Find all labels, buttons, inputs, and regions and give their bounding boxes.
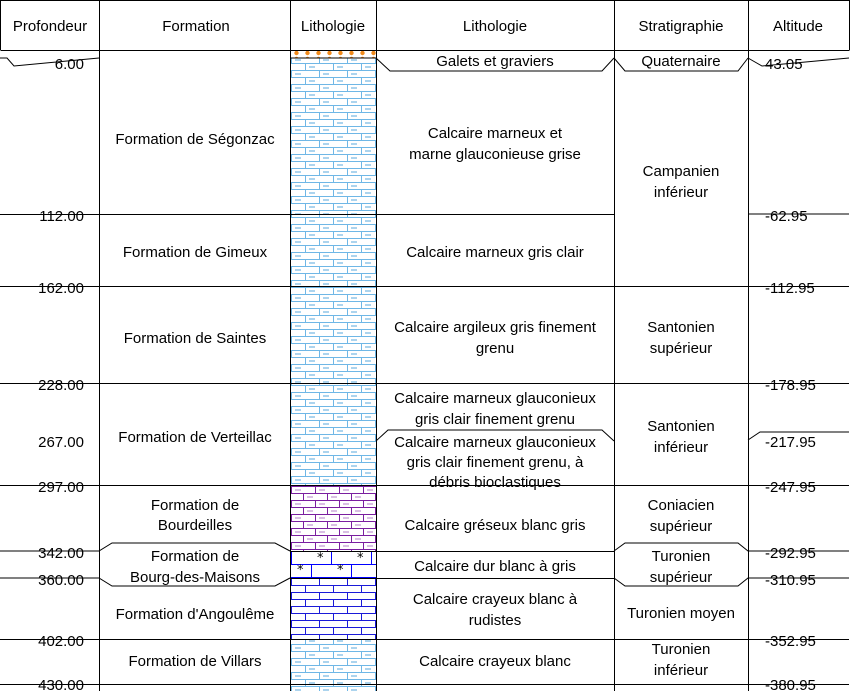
header-altitude: Altitude: [772, 18, 824, 35]
formation-label: Formation de Villars: [128, 653, 262, 670]
boundary-6-left: [0, 58, 99, 66]
formation-label: Formation d'Angoulême: [115, 606, 275, 623]
formation-label: [130, 548, 260, 586]
altitude-label: -247.95: [765, 479, 816, 496]
formation-label-line: Formation de: [150, 497, 240, 514]
depth-label: 228.00: [38, 377, 84, 394]
stratigraphy-label: [643, 163, 720, 201]
lithology-label-line: Calcaire marneux glauconieux: [394, 390, 596, 407]
altitude-label: -380.95: [765, 677, 816, 691]
stratigraphy-label-line: Santonien: [647, 319, 715, 336]
header-lithologie-column: Lithologie: [300, 18, 366, 35]
lithology-label: Calcaire crayeux blanc: [419, 653, 571, 670]
chalky-limestone-pattern-cell: [291, 578, 376, 640]
stratigraphy-label: [648, 497, 715, 535]
header-profondeur: Profondeur: [12, 18, 88, 35]
lithology-label: [394, 319, 597, 357]
formation-label: Formation de Saintes: [123, 330, 267, 347]
header-lithologie-description: Lithologie: [462, 18, 528, 35]
stratigraphy-label-line: supérieur: [649, 569, 713, 586]
lithology-label-line: Calcaire marneux glauconieux: [394, 434, 596, 451]
altitude-label: 43.05: [765, 56, 803, 73]
depth-label: 360.00: [38, 572, 84, 589]
altitude-label: -292.95: [765, 545, 816, 562]
depth-label: 342.00: [38, 545, 84, 562]
stratigraphy-labels: [627, 53, 735, 679]
header-row: [13, 18, 823, 35]
altitude-label: -62.95: [765, 208, 808, 225]
lithology-label: [394, 434, 596, 491]
formation-label: Formation de Verteillac: [118, 429, 272, 446]
lithology-column: [291, 51, 376, 691]
lithology-label: Calcaire marneux gris clair: [406, 244, 584, 261]
stratigraphy-label-line: Turonien: [651, 641, 711, 658]
altitude-label: -178.95: [765, 377, 816, 394]
altitude-label: -352.95: [765, 633, 816, 650]
formation-label-line: Formation de: [150, 548, 240, 565]
lithology-label: Calcaire dur blanc à gris: [414, 558, 576, 575]
stratigraphy-label: [650, 548, 713, 586]
stratigraphy-label-line: inférieur: [653, 662, 709, 679]
sandy-limestone-pattern-cell: [291, 486, 376, 551]
lithology-label: Galets et graviers: [436, 53, 554, 70]
altitude-label: -112.95: [765, 280, 815, 297]
depth-label: 6.00: [54, 56, 84, 73]
formation-label: Formation de Ségonzac: [115, 131, 275, 148]
lithology-label-line: Calcaire crayeux blanc à: [412, 591, 578, 608]
depth-label: 267.00: [38, 434, 84, 451]
stratigraphy-label: [652, 641, 711, 679]
formation-label-line: Bourg-des-Maisons: [129, 569, 261, 586]
stratigraphy-label-line: inférieur: [653, 439, 709, 456]
lithology-label: [413, 591, 578, 629]
depth-label: 112.00: [39, 208, 84, 225]
lithology-label-line: Calcaire marneux et: [427, 125, 563, 142]
stratigraphy-label-line: Campanien: [642, 163, 720, 180]
formation-labels: [115, 131, 275, 670]
altitude-label: -217.95: [765, 434, 816, 451]
lithology-label-line: grenu: [475, 340, 515, 357]
lithology-label-line: débris bioclastiques: [429, 474, 561, 491]
marly-limestone-pattern-cell: [291, 58, 376, 486]
stratigraphy-label: [647, 418, 715, 456]
stratigraphy-label: [647, 319, 715, 357]
lithology-descriptions: [394, 53, 597, 670]
lithology-label: [394, 390, 596, 428]
stratigraphy-label: Turonien moyen: [627, 605, 735, 622]
formation-label: [151, 497, 239, 534]
lithology-label-line: gris clair finement grenu: [414, 411, 576, 428]
gravel-pattern-cell: [291, 51, 376, 58]
marly-limestone-pattern-cell: [291, 640, 376, 691]
stratigraphy-label-line: Turonien: [651, 548, 711, 565]
stratigraphy-label-line: supérieur: [649, 340, 713, 357]
formation-label-line: Bourdeilles: [157, 517, 233, 534]
lithology-label-line: marne glauconieuse grise: [409, 146, 581, 163]
formation-label: Formation de Gimeux: [122, 244, 268, 261]
stratigraphy-label-line: Santonien: [647, 418, 715, 435]
depth-label: 297.00: [38, 479, 84, 496]
stratigraphy-label-line: Coniacien: [647, 497, 715, 514]
header-stratigraphie: Stratigraphie: [638, 18, 724, 35]
depth-label: 430.00: [38, 677, 84, 691]
hard-limestone-pattern-cell: [291, 551, 376, 578]
depth-label: 162.00: [38, 280, 84, 297]
stratigraphy-label: Quaternaire: [641, 53, 721, 70]
stratigraphy-label-line: supérieur: [649, 518, 713, 535]
altitude-label: -310.95: [765, 572, 816, 589]
altitude-labels: [765, 56, 816, 691]
lithology-label: [409, 125, 581, 163]
lithology-label-line: Calcaire argileux gris finement: [394, 319, 596, 336]
depth-label: 402.00: [38, 633, 84, 650]
header-formation: Formation: [162, 18, 230, 35]
stratigraphy-label-line: inférieur: [653, 184, 709, 201]
lithology-label-line: gris clair finement grenu, à: [406, 454, 584, 471]
lithology-label-line: rudistes: [468, 612, 522, 629]
depth-labels: [38, 56, 84, 691]
lithology-label: Calcaire gréseux blanc gris: [404, 517, 586, 534]
